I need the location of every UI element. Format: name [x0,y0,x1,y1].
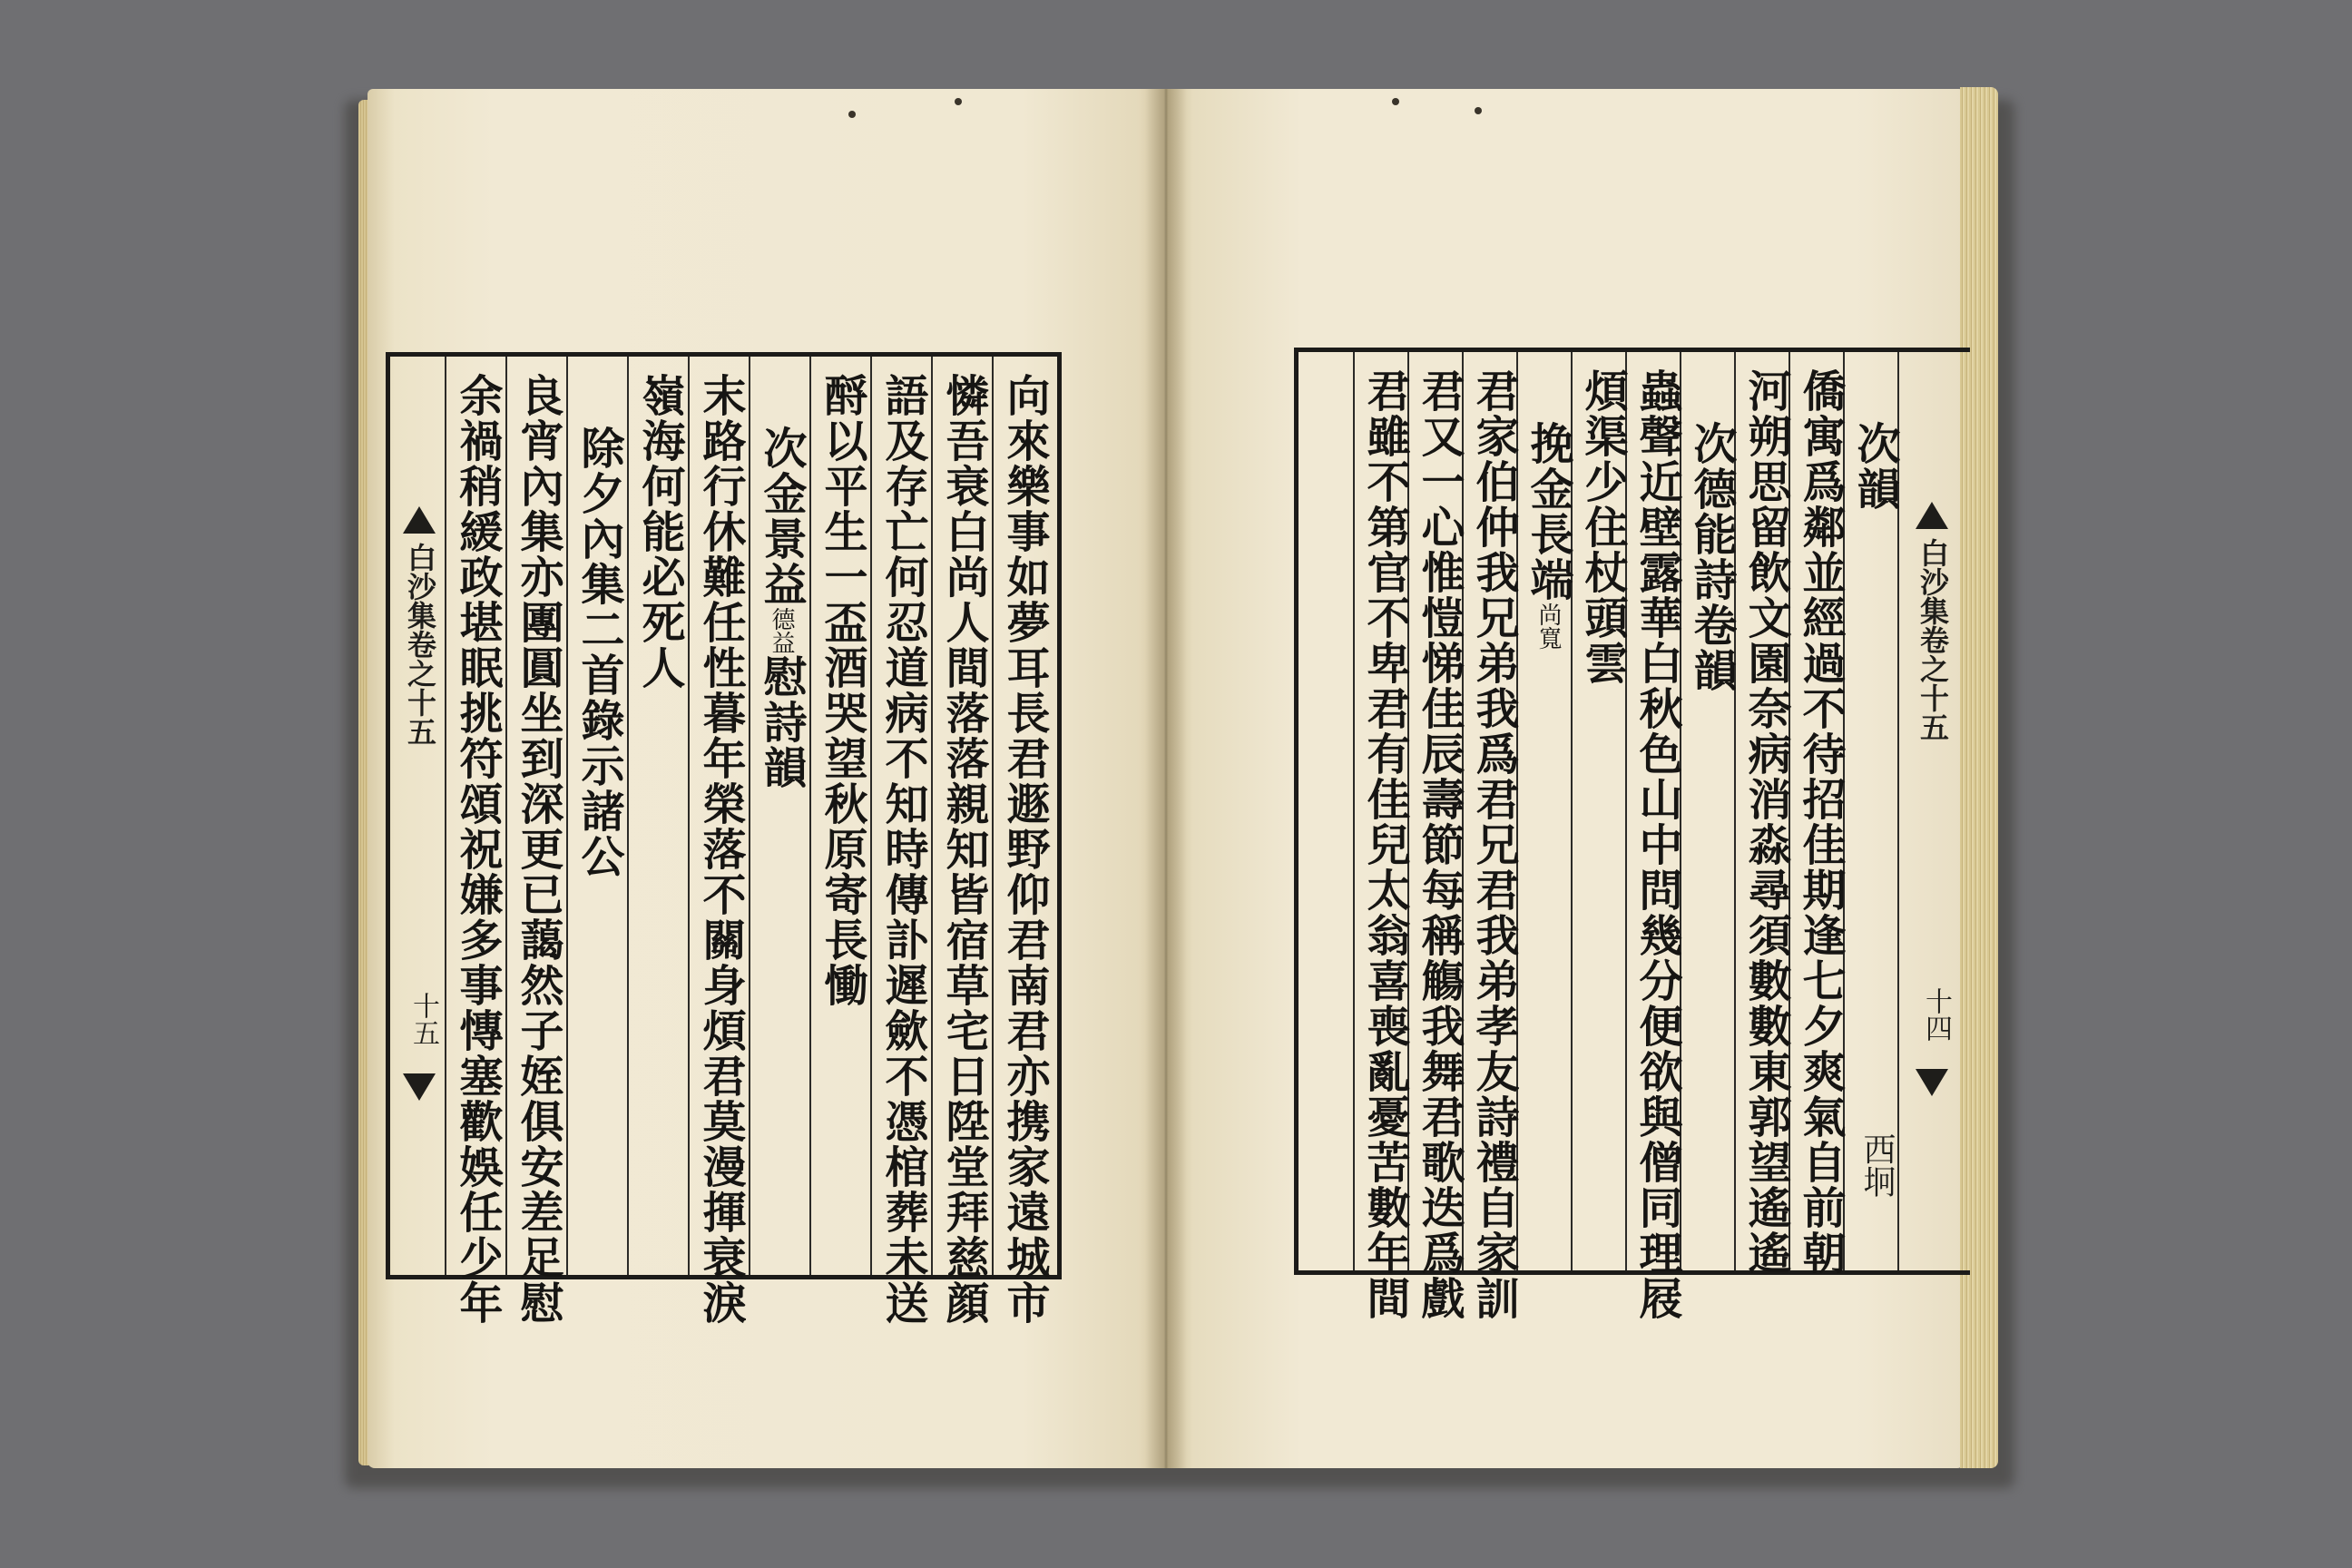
text-column: 良宵內集亦團圓坐到深更已藹然子姪俱安差足慰 [513,373,564,1326]
text-column: 語及存亡何忍道病不知時傳訃遲歛不憑棺葬未送 [877,373,928,1326]
poem-title [755,426,808,790]
binding-hole [1392,98,1399,105]
binding-hole [955,98,962,105]
text-column: 僑寓爲鄰並經過不待招佳期逢七夕爽氣自前朝 [1795,368,1846,1276]
text-column: 酹以平生一盃酒哭望秋原寄長慟 [817,373,867,1008]
text-column: 末路行休難任性暮年榮落不關身煩君莫漫揮衰淚 [695,373,746,1326]
book-gutter [1145,89,1187,1468]
text-column: 蟲聲近壁露華白秋色山中問幾分便欲與僧同理屐 [1632,368,1682,1321]
fish-tail-mark-icon [403,1073,436,1101]
poem-title-suffix: 慰詩韻 [756,654,807,790]
poem-title-text: 挽金長端 [1523,421,1573,603]
text-column: 嶺海何能必死人 [634,373,685,691]
column-rule [809,357,811,1275]
page-number: 十四 [1920,987,1952,1042]
column-rule [992,357,994,1275]
fish-tail-mark-icon [1916,502,1948,529]
left-text-frame [386,352,1062,1326]
column-rule [870,357,872,1275]
poem-title-note: 德益 [768,607,795,654]
column-rule [931,357,933,1275]
text-column: 君雖不第官不卑君有佳兒太翁喜喪亂憂苦數年間 [1359,368,1410,1321]
fish-tail-mark-icon [1916,1069,1948,1096]
text-column: 煩渠少住杖頭雲 [1577,368,1628,686]
column-rule [505,357,507,1275]
fold-title: 白沙集卷之十五 [1916,538,1950,741]
text-column: 余禍稍緩政堪眠挑符頌祝嫌多事慱塞歡娛任少年 [452,373,503,1326]
text-column: 君家伯仲我兄弟我爲君兄君我弟孝友詩禮自家訓 [1468,368,1519,1321]
binding-hole [848,111,856,118]
column-rule [445,357,446,1275]
text-column: 憐吾衰白尚人間落落親知皆宿草宅日陞堂拜慈顔 [938,373,989,1326]
column-rule [566,357,568,1275]
poem-title [1522,421,1574,650]
fold-title: 白沙集卷之十五 [403,543,437,746]
text-column: 君又一心惟愷悌佳辰壽節每稱觴我舞君歌迭爲戲 [1414,368,1465,1321]
poem-title: 次德能詩卷韻 [1686,421,1737,693]
page-number: 十五 [407,992,439,1046]
text-column: 河朔思留飲文園奈病消淼尋須數數東郭望遙遙 [1740,368,1791,1276]
column-rule [749,357,750,1275]
fish-tail-mark-icon [403,506,436,534]
poem-title: 次韻 [1849,421,1900,512]
text-column: 向來樂事如夢耳長君遯野仰君南君亦携家遠城市 [999,373,1050,1326]
poem-title-note: 尚寬 [1534,603,1562,650]
right-text-frame [1294,348,1970,1321]
poem-title: 除夕內集二首錄示諸公 [573,426,624,879]
author-name: 西坰 [1858,1132,1896,1198]
column-rule [627,357,629,1275]
column-rule [688,357,690,1275]
column-rule [1353,352,1355,1270]
poem-title-text: 次金景益 [756,426,807,607]
binding-hole [1475,107,1482,114]
